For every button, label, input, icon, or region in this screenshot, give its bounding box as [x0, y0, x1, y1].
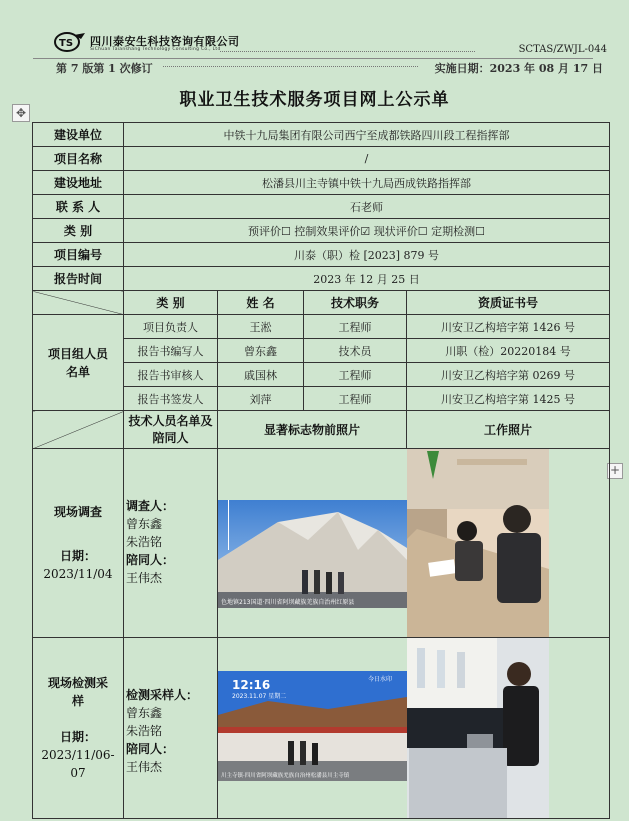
- staff-header-name: 姓 名: [218, 291, 304, 315]
- header-divider: [33, 58, 593, 59]
- project-name-value[interactable]: /: [124, 147, 610, 171]
- staff-name: 王淞: [218, 315, 304, 339]
- photo-watermark-label: 今日水印: [368, 676, 393, 683]
- staff-role: 报告书编写人: [124, 339, 218, 363]
- staff-group-label: 项目组人员名单: [33, 315, 124, 411]
- page-title: 职业卫生技术服务项目网上公示单: [179, 90, 450, 110]
- staff-title: 工程师: [304, 315, 407, 339]
- survey-people-cell: [124, 449, 218, 638]
- photo-header-row: [33, 411, 610, 449]
- address-label: 建设地址: [33, 171, 124, 195]
- contact-value[interactable]: 石老师: [124, 195, 610, 219]
- survey-date-label: 日期：: [59, 549, 96, 563]
- staff-cert: 川安卫乙构培字第 0269 号: [407, 363, 610, 387]
- company-name: 四川泰安生科技咨询有限公司: [90, 35, 240, 48]
- survey-label: 现场调查: [53, 505, 102, 519]
- sampling-landmark-photo[interactable]: [218, 638, 407, 818]
- diagonal-cell: [33, 291, 124, 315]
- staff-title: 技术员: [304, 339, 407, 363]
- type-label: 类 别: [33, 219, 124, 243]
- survey-landmark-photo[interactable]: [218, 449, 407, 637]
- sampling-work-photo[interactable]: [407, 638, 549, 818]
- investigator-name: 朱浩铭: [126, 535, 163, 549]
- people-header: 技术人员名单及陪同人: [124, 411, 218, 449]
- project-name-label: 项目名称: [33, 147, 124, 171]
- row-address: [33, 171, 610, 195]
- staff-row: [33, 315, 610, 339]
- staff-title: 工程师: [304, 363, 407, 387]
- staff-title: 工程师: [304, 387, 407, 411]
- disclosure-table: [32, 122, 610, 819]
- staff-header-role: 类 别: [124, 291, 218, 315]
- photo-timestamp: 12:16: [232, 678, 271, 692]
- sampling-people-cell: [124, 638, 218, 819]
- implementation-date: 实施日期：2023 年 08 月 17 日: [434, 62, 603, 75]
- sampling-label: 现场检测采样: [48, 676, 109, 708]
- header-dotted-line: [220, 51, 475, 52]
- sampler-name: 朱浩铭: [126, 724, 163, 738]
- address-value[interactable]: 松潘县川主寺镇中铁十九局西成铁路指挥部: [124, 171, 610, 195]
- unit-value[interactable]: 中铁十九局集团有限公司西宁至成都铁路四川段工程指挥部: [124, 123, 610, 147]
- svg-text:TS: TS: [59, 38, 74, 49]
- header-dotted-line: [163, 66, 418, 67]
- row-unit: [33, 123, 610, 147]
- unit-label: 建设单位: [33, 123, 124, 147]
- version-text: 第 7 版第 1 次修订: [56, 62, 153, 75]
- sampling-landmark-photo-cell: [218, 638, 407, 819]
- contact-label: 联 系 人: [33, 195, 124, 219]
- survey-label-cell: [33, 449, 124, 638]
- sampling-date: 2023/11/06-07: [41, 748, 115, 780]
- staff-role: 报告书审核人: [124, 363, 218, 387]
- staff-cert: 川职（检）20220184 号: [407, 339, 610, 363]
- diagonal-cell: [33, 411, 124, 449]
- report-time-value[interactable]: 2023 年 12 月 25 日: [124, 267, 610, 291]
- companion-label: 陪同人：: [126, 742, 175, 756]
- row-time: [33, 267, 610, 291]
- investigators-label: 调查人：: [126, 499, 175, 513]
- staff-role: 项目负责人: [124, 315, 218, 339]
- staff-role: 报告书签发人: [124, 387, 218, 411]
- survey-work-photo[interactable]: [407, 449, 549, 637]
- companion-label: 陪同人：: [126, 553, 175, 567]
- samplers-label: 检测采样人：: [126, 688, 199, 702]
- row-name: [33, 147, 610, 171]
- staff-name: 曾东鑫: [218, 339, 304, 363]
- doc-code: SCTAS/ZWJL-044: [518, 44, 607, 55]
- sampling-date-label: 日期：: [59, 730, 96, 744]
- survey-photo-caption: 色地镇213国道·四川省阿坝藏族羌族自治州红原县: [221, 599, 355, 606]
- survey-landmark-photo-cell: [218, 449, 407, 638]
- survey-date: 2023/11/04: [43, 567, 113, 581]
- investigator-name: 曾东鑫: [126, 517, 163, 531]
- add-row-icon[interactable]: +: [607, 463, 623, 479]
- report-time-label: 报告时间: [33, 267, 124, 291]
- staff-header-row: [33, 291, 610, 315]
- company-logo: [54, 31, 86, 53]
- staff-cert: 川安卫乙构培字第 1426 号: [407, 315, 610, 339]
- work-photo-header: 工作照片: [407, 411, 610, 449]
- sampling-row: [33, 638, 610, 819]
- staff-cert: 川安卫乙构培字第 1425 号: [407, 387, 610, 411]
- staff-name: 刘萍: [218, 387, 304, 411]
- sampling-work-photo-cell: [407, 638, 610, 819]
- companion-name: 王伟杰: [126, 760, 163, 774]
- row-type: [33, 219, 610, 243]
- staff-header-title: 技术职务: [304, 291, 407, 315]
- sampler-name: 曾东鑫: [126, 706, 163, 720]
- row-code: [33, 243, 610, 267]
- project-code-value[interactable]: 川泰（职）检 [2023] 879 号: [124, 243, 610, 267]
- row-contact: [33, 195, 610, 219]
- survey-row: [33, 449, 610, 638]
- company-name-en: SiChuan Taianshang Technology Consulting Co., Ltd: [90, 47, 221, 52]
- table-move-handle-icon[interactable]: ✥: [12, 104, 30, 122]
- staff-header-cert: 资质证书号: [407, 291, 610, 315]
- survey-work-photo-cell: [407, 449, 610, 638]
- sampling-photo-caption: 川主寺镇·四川省阿坝藏族羌族自治州松潘县川主寺镇: [221, 773, 350, 779]
- project-code-label: 项目编号: [33, 243, 124, 267]
- landmark-photo-header: 显著标志物前照片: [218, 411, 407, 449]
- photo-date: 2023.11.07 星期二: [232, 693, 287, 700]
- type-value[interactable]: 预评价☐ 控制效果评价☑ 现状评价☐ 定期检测☐: [124, 219, 610, 243]
- staff-name: 戚国林: [218, 363, 304, 387]
- sampling-label-cell: [33, 638, 124, 819]
- companion-name: 王伟杰: [126, 571, 163, 585]
